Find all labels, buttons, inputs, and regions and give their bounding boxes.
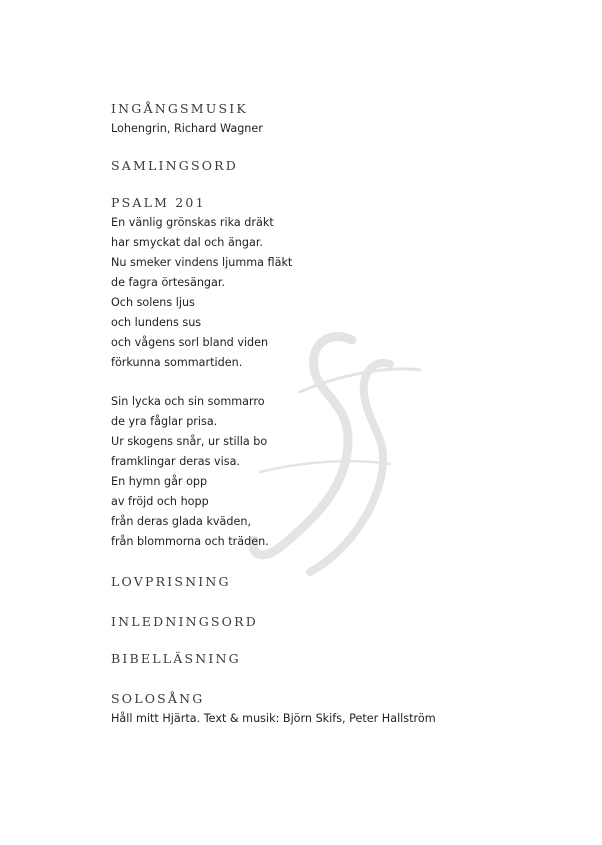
psalm-line: av fröjd och hopp — [111, 495, 209, 508]
solosang-text: Håll mitt Hjärta. Text & musik: Björn Skifs, Peter Hallström — [111, 712, 436, 725]
psalm-line: Sin lycka och sin sommarro — [111, 395, 265, 408]
heading-samlingsord: SAMLINGSORD — [111, 158, 238, 173]
psalm-line: och vågens sorl bland viden — [111, 336, 269, 349]
heading-bibellasning: BIBELLÄSNING — [111, 651, 241, 666]
psalm-stanza-2 — [111, 392, 581, 552]
psalm-line: Och solens ljus — [111, 296, 195, 309]
psalm-line: de fagra örtesängar. — [111, 276, 226, 289]
psalm-line: och lundens sus — [111, 316, 202, 329]
heading-solosang: SOLOSÅNG — [111, 691, 205, 706]
psalm-line: de yra fåglar prisa. — [111, 415, 218, 428]
order-of-service — [111, 99, 581, 729]
psalm-line: En hymn går opp — [111, 475, 208, 488]
psalm-line: En vänlig grönskas rika dräkt — [111, 216, 274, 229]
heading-inledningsord: INLEDNINGSORD — [111, 614, 258, 629]
heading-psalm: PSALM 201 — [111, 195, 206, 210]
heading-lovprisning: LOVPRISNING — [111, 574, 231, 589]
ingangsmusik-text: Lohengrin, Richard Wagner — [111, 122, 263, 135]
psalm-line: från deras glada kväden, — [111, 515, 252, 528]
psalm-line: från blommorna och träden. — [111, 535, 269, 548]
psalm-line: förkunna sommartiden. — [111, 356, 243, 369]
psalm-line: framklingar deras visa. — [111, 455, 240, 468]
psalm-line: har smyckat dal och ängar. — [111, 236, 263, 249]
psalm-line: Nu smeker vindens ljumma fläkt — [111, 256, 293, 269]
heading-ingangsmusik: INGÅNGSMUSIK — [111, 101, 248, 116]
psalm-stanza-1 — [111, 213, 581, 373]
psalm-line: Ur skogens snår, ur stilla bo — [111, 435, 268, 448]
